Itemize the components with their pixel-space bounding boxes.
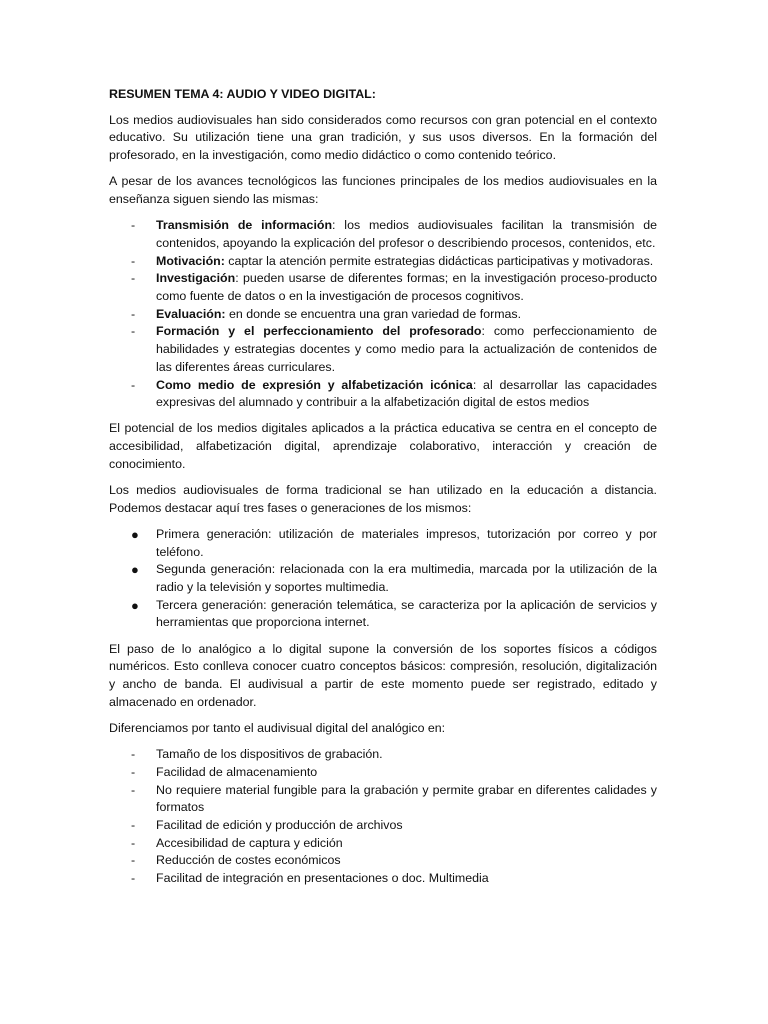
list-item-text: Accesibilidad de captura y edición — [156, 835, 343, 850]
bullet-marker: ● — [131, 526, 139, 542]
list-item-term: Investigación — [156, 271, 236, 286]
paragraph-differences-intro: Diferenciamos por tanto el audivisual digital del analógico en: — [109, 721, 446, 735]
document-title: RESUMEN TEMA 4: AUDIO Y VIDEO DIGITAL: — [109, 87, 376, 101]
list-item-text: captar la atención permite estrategias didácticas participativas y motivadoras. — [224, 253, 654, 268]
list-item-text: Facilitad de edición y producción de archivos — [156, 818, 403, 833]
list-item-term: Transmisión de información — [156, 218, 333, 233]
bullet-marker: ● — [131, 597, 139, 613]
list-item — [109, 323, 657, 376]
list-item — [109, 870, 657, 888]
list-item — [109, 217, 657, 252]
dash-marker: - — [131, 853, 136, 868]
list-item — [109, 306, 657, 324]
list-item-text: Tamaño de los dispositivos de grabación. — [156, 747, 383, 762]
list-item — [109, 782, 657, 817]
list-item-text: Segunda generación: relacionada con la era multimedia, marcada por la utilización de la radio y la televisión y soportes multimedia. — [156, 562, 657, 595]
list-item-text: Facilidad de almacenamiento — [156, 764, 318, 779]
dash-marker: - — [131, 253, 136, 268]
list-item-text: en donde se encuentra una gran variedad de formas. — [225, 306, 522, 321]
document-page — [109, 86, 657, 896]
functions-list — [109, 217, 657, 412]
generations-list — [109, 526, 657, 632]
list-item — [109, 377, 657, 412]
list-item-text: Facilitad de integración en presentaciones o doc. Multimedia — [156, 871, 489, 886]
list-item — [109, 746, 657, 764]
list-item — [109, 835, 657, 853]
list-item-text: : al desarrollar las capacidades expresivas del alumnado y contribuir a la alfabetización digital de estos medios — [156, 377, 658, 410]
dash-marker: - — [131, 764, 136, 779]
list-item-term: Formación y el perfeccionamiento del profesorado — [156, 324, 482, 339]
list-item-text: Tercera generación: generación telemática, se caracteriza por la aplicación de servicios y herramientas que proporciona internet. — [156, 597, 657, 630]
paragraph-potential: El potencial de los medios digitales aplicados a la práctica educativa se centra en el concepto de accesibilidad, alfabetización digital, aprendizaje colaborativo, interacción y creación de conocimiento. — [109, 421, 657, 471]
dash-marker: - — [131, 871, 136, 886]
list-item-term: Motivación: — [156, 253, 225, 268]
list-item-text: : los medios audiovisuales facilitan la transmisión de contenidos, apoyando la explicación del profesor o describiendo procesos, contenidos, etc. — [156, 218, 657, 250]
paragraph-analog-digital: El paso de lo analógico a lo digital supone la conversión de los soportes físicos a códigos numéricos. Esto conlleva conocer cuatro conceptos básicos: compresión, resolución, digitalización y ancho de banda. El audivisual a partir de este momento puede ser registrado, editado y almacenado en ordenador. — [109, 641, 657, 709]
list-item — [109, 817, 657, 835]
list-item — [109, 764, 657, 782]
list-item-text: Primera generación: utilización de materiales impresos, tutorización por correo y por teléfono. — [156, 526, 657, 559]
list-item — [109, 526, 657, 561]
list-item-text: Reducción de costes económicos — [156, 853, 341, 868]
dash-marker: - — [131, 377, 136, 392]
list-item — [109, 270, 657, 305]
dash-marker: - — [131, 835, 136, 850]
dash-marker: - — [131, 782, 136, 797]
dash-marker: - — [131, 306, 136, 321]
paragraph-functions-intro: A pesar de los avances tecnológicos las funciones principales de los medios audiovisuales en la enseñanza siguen siendo las mismas: — [109, 174, 657, 207]
differences-list — [109, 746, 657, 888]
list-item-text: No requiere material fungible para la grabación y permite grabar en diferentes calidades y formatos — [156, 782, 657, 815]
list-item-term: Como medio de expresión y alfabetización icónica — [156, 377, 473, 392]
list-item — [109, 597, 657, 632]
list-item — [109, 852, 657, 870]
bullet-marker: ● — [131, 562, 139, 578]
dash-marker: - — [131, 747, 136, 762]
paragraph-distance-education: Los medios audiovisuales de forma tradicional se han utilizado en la educación a distancia. Podemos destacar aquí tres fases o generaciones de los mismos: — [109, 483, 657, 515]
paragraph-intro: Los medios audiovisuales han sido considerados como recursos con gran potencial en el contexto educativo. Su utilización tiene una gran tradición, y sus usos diversos. En la formación del profesorado, en la investigación, como medio didáctico o como contenido teórico. — [109, 112, 657, 163]
list-item-text: : pueden usarse de diferentes formas; en la investigación proceso-producto como fuente de datos o en la investigación de procesos cognitivos. — [156, 271, 657, 304]
list-item-text: : como perfeccionamiento de habilidades y estrategias docentes y como medio para la actualización de contenidos de las diferentes áreas curriculares. — [156, 324, 657, 374]
dash-marker: - — [131, 271, 136, 286]
list-item — [109, 253, 657, 271]
list-item-term: Evaluación: — [156, 306, 226, 321]
list-item — [109, 561, 657, 596]
dash-marker: - — [131, 218, 136, 233]
dash-marker: - — [131, 324, 136, 339]
dash-marker: - — [131, 818, 136, 833]
